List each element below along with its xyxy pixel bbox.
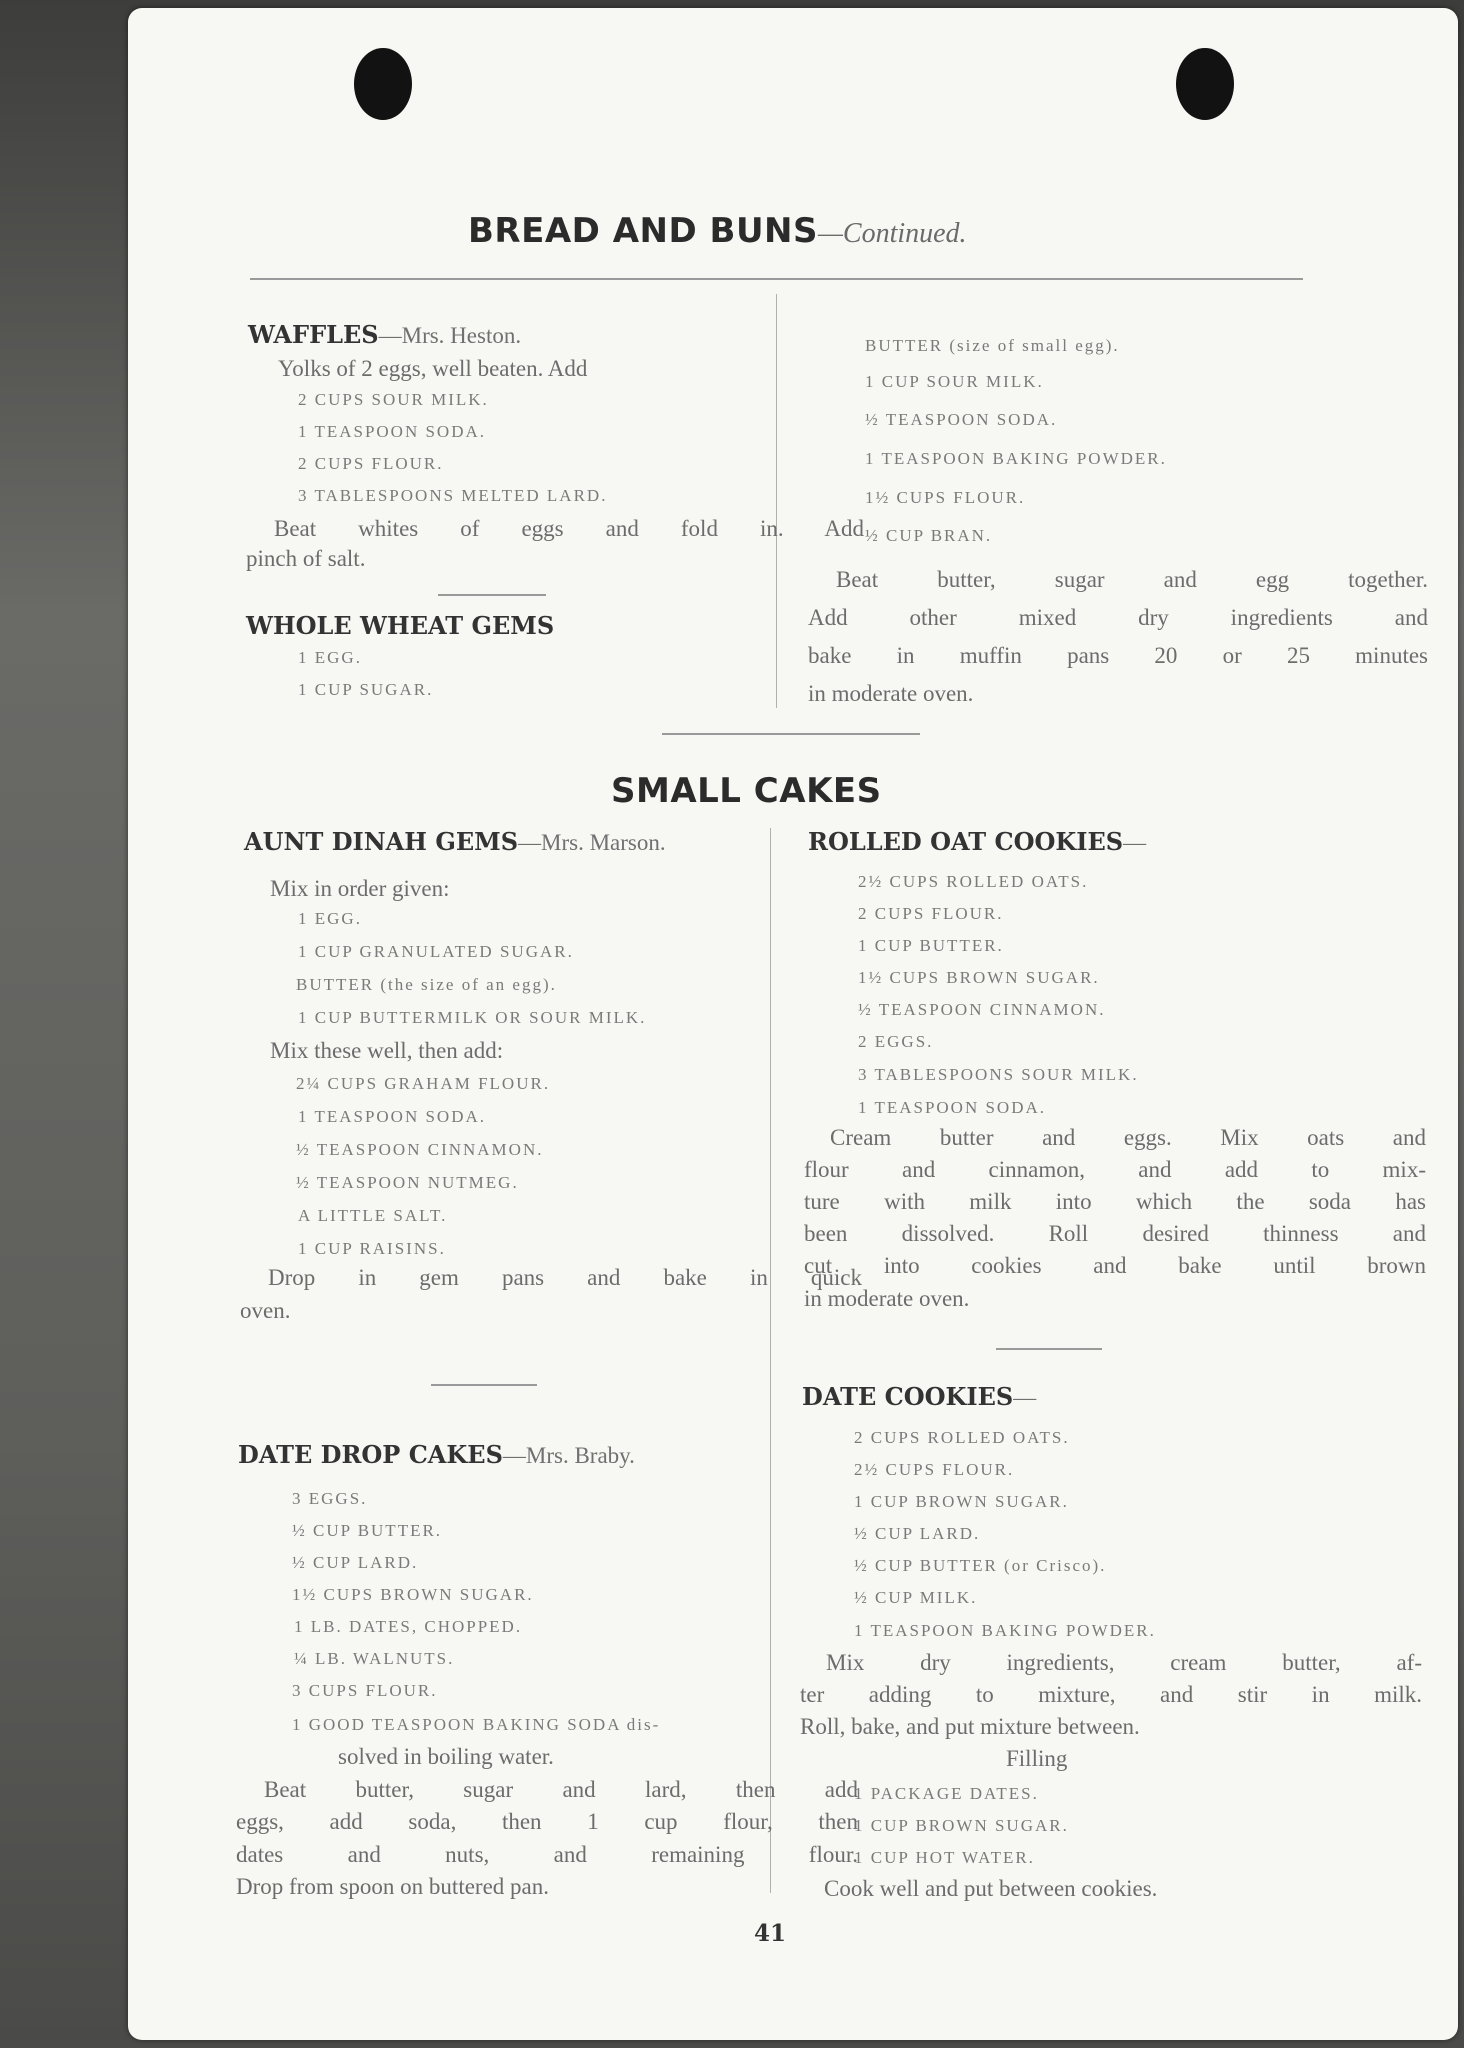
rolled-oat-line: in moderate oven. [804, 1286, 970, 1311]
gems-ingredient: BUTTER (size of small egg). [865, 336, 1120, 355]
binder-hole-right [1176, 48, 1234, 120]
date-cookies-title: DATE COOKIES [802, 1382, 1014, 1411]
waffles-ingredient: 2 CUPS FLOUR. [298, 454, 444, 473]
date-drop-ingredient: 3 CUPS FLOUR. [292, 1681, 438, 1700]
date-drop-ingredient: 1 GOOD TEASPOON BAKING SODA dis- [292, 1715, 661, 1734]
rolled-oat-line: flour and cinnamon, and add to mix- [804, 1157, 1426, 1182]
recipe-title-waffles [248, 320, 521, 349]
date-cookies-line: Roll, bake, and put mixture between. [800, 1714, 1140, 1739]
binder-hole-left [354, 48, 412, 120]
date-drop-line: dates and nuts, and remaining flour. [236, 1842, 858, 1867]
aunt-dinah-ingredient: 2¼ CUPS GRAHAM FLOUR. [296, 1074, 551, 1093]
aunt-dinah-ingredient: BUTTER (the size of an egg). [296, 975, 557, 994]
waffles-line: Yolks of 2 eggs, well beaten. Add [278, 356, 588, 381]
page-number: 41 [754, 1920, 787, 1947]
rolled-oat-ingredient: 3 TABLESPOONS SOUR MILK. [858, 1065, 1139, 1084]
column-divider-bottom [770, 828, 771, 1893]
section-title: SMALL CAKES [611, 771, 882, 811]
header-rule [250, 278, 1303, 280]
waffles-line: pinch of salt. [246, 546, 366, 571]
recipe-title-date-drop-cakes [238, 1440, 635, 1469]
gems-ingredient: 1½ CUPS FLOUR. [865, 488, 1026, 507]
waffles-ingredient: 3 TABLESPOONS MELTED LARD. [298, 486, 608, 505]
gems-ingredient: 1 EGG. [298, 648, 362, 667]
page-title-text: BREAD AND BUNS [468, 211, 818, 251]
rolled-oat-line: Cream butter and eggs. Mix oats and [830, 1125, 1426, 1150]
date-cookies-ingredient: ½ CUP LARD. [854, 1524, 981, 1543]
gems-line: Beat butter, sugar and egg together. [836, 567, 1428, 592]
date-cookies-line: Cook well and put between cookies. [824, 1876, 1158, 1901]
date-drop-ingredient: 1½ CUPS BROWN SUGAR. [292, 1585, 534, 1604]
date-drop-line: solved in boiling water. [338, 1744, 554, 1769]
date-cookies-dash: — [1013, 1385, 1037, 1410]
date-drop-ingredient: ½ CUP BUTTER. [292, 1521, 443, 1540]
date-drop-line: eggs, add soda, then 1 cup flour, then [236, 1809, 858, 1834]
column-divider-top [776, 294, 777, 708]
aunt-dinah-ingredient: 1 TEASPOON SODA. [298, 1107, 487, 1126]
date-cookies-ingredient: 1 PACKAGE DATES. [854, 1784, 1039, 1803]
gems-ingredient: ½ CUP BRAN. [865, 526, 993, 545]
rolled-oat-ingredient: 2 CUPS FLOUR. [858, 904, 1004, 923]
waffles-author: —Mrs. Heston. [378, 323, 522, 348]
waffles-ingredient: 1 TEASPOON SODA. [298, 422, 487, 441]
aunt-dinah-author: —Mrs. Marson. [518, 830, 666, 855]
page-title [468, 211, 967, 251]
waffles-title: WAFFLES [248, 320, 379, 349]
aunt-dinah-ingredient: 1 EGG. [298, 909, 362, 928]
date-drop-ingredient: ¼ LB. WALNUTS. [294, 1649, 455, 1668]
filling-heading: Filling [1006, 1746, 1068, 1771]
aunt-dinah-ingredient: 1 CUP BUTTERMILK OR SOUR MILK. [298, 1008, 647, 1027]
date-cookies-ingredient: ½ CUP BUTTER (or Crisco). [854, 1556, 1107, 1575]
aunt-dinah-ingredient: A LITTLE SALT. [298, 1206, 448, 1225]
aunt-dinah-ingredient: ½ TEASPOON CINNAMON. [296, 1140, 544, 1159]
date-cookies-ingredient: 1 TEASPOON BAKING POWDER. [854, 1621, 1156, 1640]
rolled-oat-dash: — [1123, 830, 1147, 855]
gems-ingredient: 1 TEASPOON BAKING POWDER. [865, 449, 1167, 468]
aunt-dinah-ingredient: 1 CUP GRANULATED SUGAR. [298, 942, 574, 961]
rolled-oat-ingredient: 2½ CUPS ROLLED OATS. [858, 872, 1089, 891]
aunt-dinah-line: Mix these well, then add: [270, 1038, 504, 1063]
continued-label: —Continued. [818, 218, 967, 249]
gems-ingredient: 1 CUP SOUR MILK. [865, 372, 1044, 391]
rolled-oat-ingredient: 1 CUP BUTTER. [858, 936, 1004, 955]
waffles-line: Beat whites of eggs and fold in. Add [274, 516, 864, 541]
date-drop-ingredient: 3 EGGS. [292, 1489, 368, 1508]
recipe-title-whole-wheat-gems: WHOLE WHEAT GEMS [246, 611, 555, 640]
date-cookies-line: Mix dry ingredients, cream butter, af- [826, 1650, 1422, 1675]
date-cookies-ingredient: ½ CUP MILK. [854, 1588, 978, 1607]
date-drop-title: DATE DROP CAKES [238, 1440, 503, 1469]
rolled-oat-ingredient: 1 TEASPOON SODA. [858, 1098, 1047, 1117]
divider-short [431, 1384, 537, 1386]
date-cookies-line: ter adding to mixture, and stir in milk. [800, 1682, 1422, 1707]
gems-line: in moderate oven. [808, 681, 974, 706]
aunt-dinah-line: Mix in order given: [270, 876, 450, 901]
gems-line: Add other mixed dry ingredients and [808, 605, 1428, 630]
divider-short [996, 1348, 1102, 1350]
rolled-oat-line: been dissolved. Roll desired thinness and [804, 1221, 1426, 1246]
date-cookies-ingredient: 1 CUP HOT WATER. [854, 1848, 1035, 1867]
date-cookies-ingredient: 2½ CUPS FLOUR. [854, 1460, 1015, 1479]
aunt-dinah-ingredient: 1 CUP RAISINS. [298, 1239, 446, 1258]
gems-line: bake in muffin pans 20 or 25 minutes [808, 643, 1428, 668]
date-drop-line: Beat butter, sugar and lard, then add [264, 1777, 858, 1802]
aunt-dinah-title: AUNT DINAH GEMS [244, 827, 519, 856]
date-cookies-ingredient: 2 CUPS ROLLED OATS. [854, 1428, 1070, 1447]
rolled-oat-ingredient: 2 EGGS. [858, 1032, 934, 1051]
waffles-ingredient: 2 CUPS SOUR MILK. [298, 390, 489, 409]
recipe-title-rolled-oat-cookies [808, 827, 1146, 856]
section-rule [662, 733, 920, 735]
aunt-dinah-ingredient: ½ TEASPOON NUTMEG. [296, 1173, 519, 1192]
date-drop-ingredient: ½ CUP LARD. [292, 1553, 419, 1572]
rolled-oat-ingredient: ½ TEASPOON CINNAMON. [858, 1000, 1106, 1019]
date-cookies-ingredient: 1 CUP BROWN SUGAR. [854, 1816, 1069, 1835]
gems-ingredient: 1 CUP SUGAR. [298, 680, 434, 699]
recipe-title-date-cookies [802, 1382, 1036, 1411]
rolled-oat-line: ture with milk into which the soda has [804, 1189, 1426, 1214]
rolled-oat-ingredient: 1½ CUPS BROWN SUGAR. [858, 968, 1100, 987]
date-drop-author: —Mrs. Braby. [502, 1443, 635, 1468]
rolled-oat-title: ROLLED OAT COOKIES [808, 827, 1124, 856]
divider-short [438, 594, 546, 596]
cookbook-page [128, 8, 1458, 2040]
aunt-dinah-line: Drop in gem pans and bake in quick [268, 1265, 862, 1290]
recipe-title-aunt-dinah-gems [244, 827, 666, 856]
aunt-dinah-line: oven. [240, 1298, 291, 1323]
date-drop-line: Drop from spoon on buttered pan. [236, 1874, 549, 1899]
gems-ingredient: ½ TEASPOON SODA. [865, 410, 1058, 429]
date-drop-ingredient: 1 LB. DATES, CHOPPED. [294, 1617, 523, 1636]
date-cookies-ingredient: 1 CUP BROWN SUGAR. [854, 1492, 1069, 1511]
rolled-oat-line: cut into cookies and bake until brown [804, 1253, 1426, 1278]
